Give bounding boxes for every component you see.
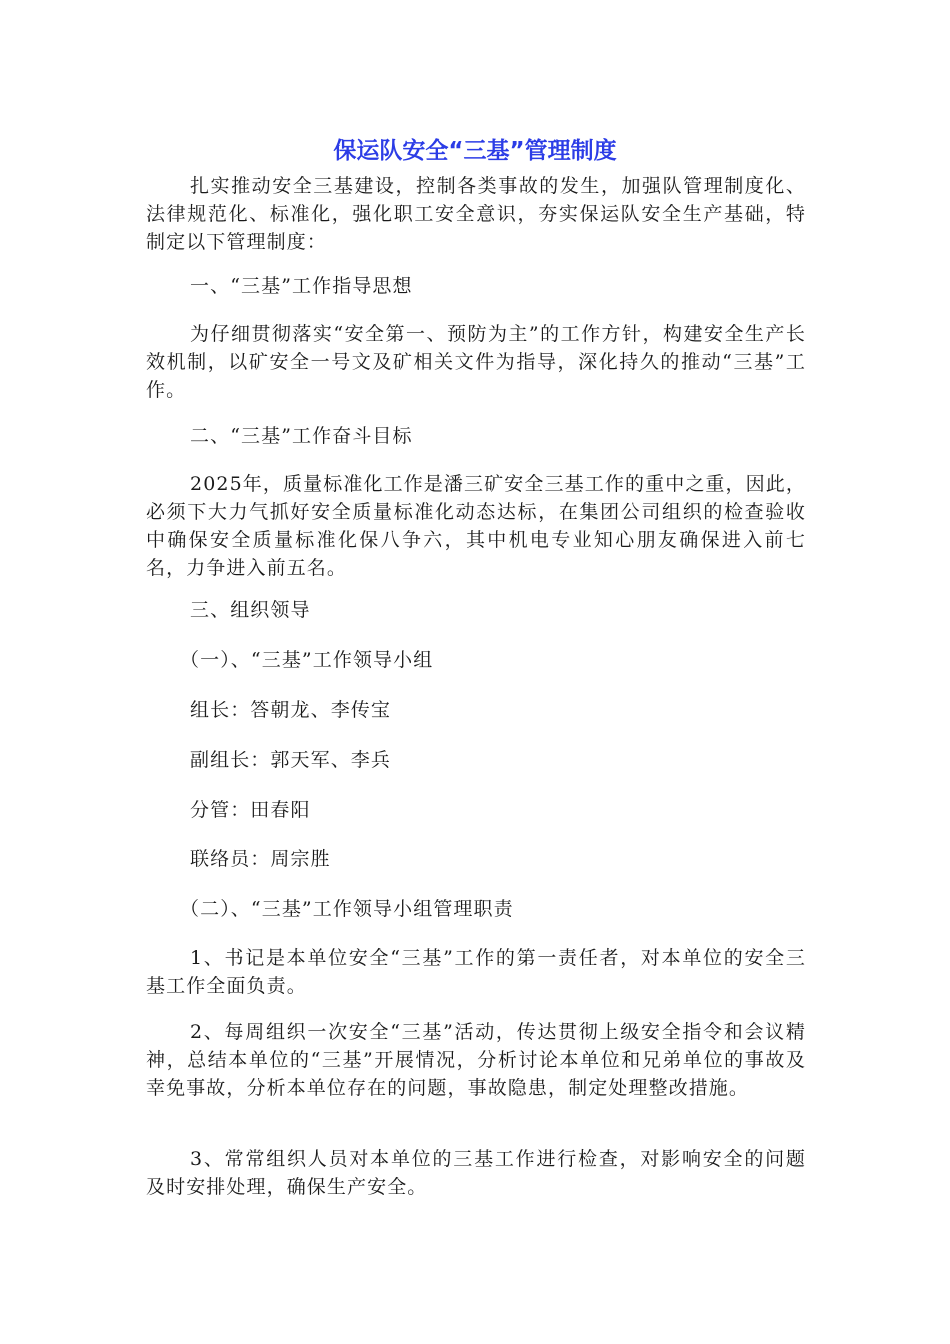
intro-paragraph: 扎实推动安全三基建设，控制各类事故的发生，加强队管理制度化、法律规范化、标准化，强化职工安全意识，夯实保运队安全生产基础，特制定以下管理制度： — [146, 175, 806, 253]
section-1-paragraph: 为仔细贯彻落实“安全第一、预防为主”的工作方针，构建安全生产长效机制，以矿安全一号文及矿相关文件为指导，深化持久的推动“三基”工作。 — [146, 323, 806, 401]
section-1-heading: 一、“三基”工作指导思想 — [190, 275, 413, 297]
section-3-heading: 三、组织领导 — [190, 599, 311, 621]
deputy-leader-line: 副组长：郭天军、李兵 — [190, 749, 392, 771]
subsection-2-heading: （二）、“三基”工作领导小组管理职责 — [180, 898, 514, 920]
section-2-paragraph: 2025年，质量标准化工作是潘三矿安全三基工作的重中之重，因此，必须下大力气抓好安全质量标准化动态达标，在集团公司组织的检查验收中确保安全质量标准化保八争六，其中机电专业知心朋友确保进入前七名，力争进入前五名。 — [146, 473, 806, 579]
section-2-heading: 二、“三基”工作奋斗目标 — [190, 425, 413, 447]
duty-2-paragraph: 2、每周组织一次安全“三基”活动，传达贯彻上级安全指令和会议精神，总结本单位的“三基”开展情况，分析讨论本单位和兄弟单位的事故及幸免事故，分析本单位存在的问题，事故隐患，制定处理整改措施。 — [146, 1021, 806, 1099]
duty-3-paragraph: 3、常常组织人员对本单位的三基工作进行检查，对影响安全的问题及时安排处理，确保生产安全。 — [146, 1148, 806, 1198]
leader-line: 组长：答朝龙、李传宝 — [190, 699, 392, 721]
subsection-1-heading: （一）、“三基”工作领导小组 — [180, 649, 434, 671]
liaison-line: 联络员：周宗胜 — [190, 848, 331, 870]
supervisor-line: 分管：田春阳 — [190, 799, 311, 821]
duty-1-paragraph: 1、书记是本单位安全“三基”工作的第一责任者，对本单位的安全三基工作全面负责。 — [146, 947, 806, 997]
document-title: 保运队安全“三基”管理制度 — [333, 138, 617, 164]
